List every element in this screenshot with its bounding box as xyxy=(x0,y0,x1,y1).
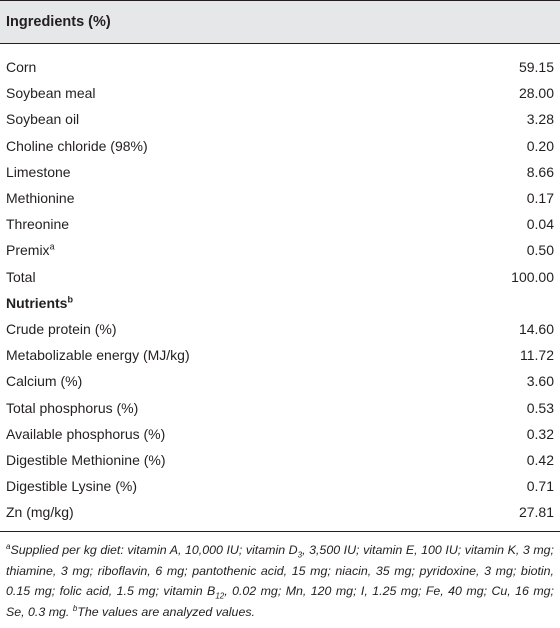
table-row xyxy=(0,473,560,499)
footnote-marker-a: a xyxy=(6,542,11,552)
premix-text: Premix xyxy=(6,242,50,259)
row-label: Soybean oil xyxy=(6,111,80,128)
footnote-a-text-3: , 0.02 mg; Mn, 120 mg; I, 1.25 mg; Fe, 40 mg; Cu, 16 mg; Se, 0.3 mg. xyxy=(6,584,555,619)
row-label: Digestible Lysine (%) xyxy=(6,478,137,495)
row-value: 0.20 xyxy=(526,137,554,154)
row-label: Metabolizable energy (MJ/kg) xyxy=(6,347,190,364)
row-value: 0.50 xyxy=(526,242,554,259)
table-row xyxy=(0,133,560,159)
table-header xyxy=(0,0,560,44)
table-row-total xyxy=(0,264,560,290)
row-label: Total phosphorus (%) xyxy=(6,399,139,416)
footnote-subscript: 12 xyxy=(215,591,225,601)
row-value: 0.53 xyxy=(526,399,554,416)
section-heading-nutrients xyxy=(0,290,560,316)
table-row xyxy=(0,54,560,80)
row-value: 8.66 xyxy=(526,163,554,180)
row-label: Total xyxy=(6,268,36,285)
row-label: Threonine xyxy=(6,216,70,233)
row-label: Zn (mg/kg) xyxy=(6,504,74,521)
row-label: Choline chloride (98%) xyxy=(6,137,148,154)
table-body xyxy=(0,44,560,525)
row-label: Available phosphorus (%) xyxy=(6,425,166,442)
row-label: Soybean meal xyxy=(6,85,96,102)
row-label: Limestone xyxy=(6,163,71,180)
row-label: Crude protein (%) xyxy=(6,320,117,337)
table-row xyxy=(0,499,560,525)
table-row xyxy=(0,316,560,342)
table-row xyxy=(0,159,560,185)
footnote-subscript: 3 xyxy=(297,550,303,560)
row-value: 14.60 xyxy=(518,320,554,337)
row-value: 0.17 xyxy=(526,190,554,207)
footnote-marker-a: a xyxy=(49,241,55,252)
footnote-b-text: The values are analyzed values. xyxy=(77,604,255,619)
table-row xyxy=(0,394,560,420)
row-value: 100.00 xyxy=(511,268,554,285)
row-value: 0.42 xyxy=(526,451,554,468)
footnote-a-text-2: , 3,500 IU; vitamin E, 100 IU; vitamin K, 3 mg; thiamine, 3 mg; riboflavin, 6 mg; pantothenic acid, 15 mg; niacin, 35 mg; pyridoxine, 3 mg; biotin, 0.15 mg; folic acid, 1.5 mg; vitamin B xyxy=(6,543,554,599)
table-row xyxy=(0,342,560,368)
row-value: 59.15 xyxy=(518,59,554,76)
table-row xyxy=(0,237,560,263)
nutrients-heading-text: Nutrients xyxy=(6,294,68,311)
row-value: 0.71 xyxy=(526,478,554,495)
header-ingredients: Ingredients (%) xyxy=(6,14,111,30)
row-value: 3.28 xyxy=(526,111,554,128)
table-footnote xyxy=(0,532,560,622)
table-row xyxy=(0,211,560,237)
row-value: 27.81 xyxy=(518,504,554,521)
row-value: 0.04 xyxy=(526,216,554,233)
row-label: Calcium (%) xyxy=(6,373,83,390)
row-value: 0.32 xyxy=(526,425,554,442)
footnote-a-text-1: Supplied per kg diet: vitamin A, 10,000 IU; vitamin D xyxy=(10,543,298,558)
row-label: Digestible Methionine (%) xyxy=(6,451,166,468)
nutrients-heading xyxy=(6,295,73,311)
table-row xyxy=(0,185,560,211)
row-label: Corn xyxy=(6,59,37,76)
table-row xyxy=(0,368,560,394)
row-value: 28.00 xyxy=(518,85,554,102)
row-value: 3.60 xyxy=(526,373,554,390)
table-row xyxy=(0,106,560,132)
table-row xyxy=(0,421,560,447)
footnote-marker-b: b xyxy=(72,603,78,613)
footnote-marker-b: b xyxy=(67,294,73,305)
row-value: 11.72 xyxy=(520,347,554,364)
table-row xyxy=(0,447,560,473)
row-label-premix xyxy=(6,242,55,258)
row-label: Methionine xyxy=(6,190,75,207)
table-row xyxy=(0,80,560,106)
